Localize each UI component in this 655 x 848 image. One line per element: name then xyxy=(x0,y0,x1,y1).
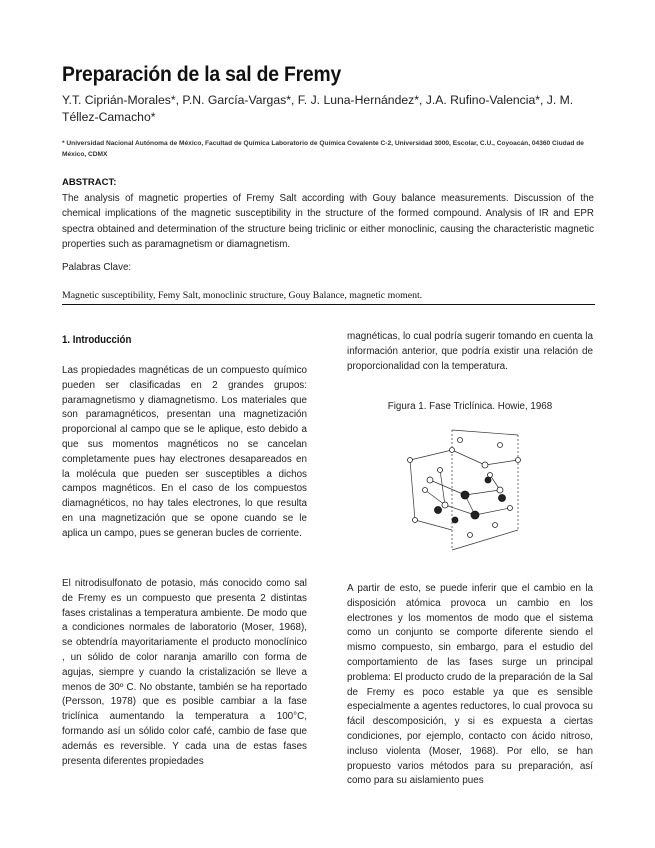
section-heading: 1. Introducción xyxy=(62,334,132,346)
crystal-structure-figure xyxy=(400,420,540,560)
author-list: Y.T. Ciprián-Morales*, P.N. García-Vargas*, F. J. Luna-Hernández*, J.A. Rufino-Valencia*, J. M. Téllez-Camacho* xyxy=(62,93,574,124)
intro-paragraph-2: El nitrodisulfonato de potasio, más conocido como sal de Fremy es un compuesto que presenta 2 distintas fases cristalinas a temperatura ambiente. De modo que a condiciones normales de laboratorio (Moser, 1968), se obtendría mayoritariamente el producto monoclínico , un sólido de color naranja amarillo con forma de agujas, siempre y cuando la cristalización se lleve a menos de 30º C. No obstante, también se ha reportado (Persson, 1978) que es posible cambiar a la fase triclínica aumentando la temperatura a 100°C, formando así un sólido color café, cambio de fase que además es reversible. Y cada una de estas fases presenta diferentes propiedades xyxy=(62,578,307,767)
abstract-text: The analysis of magnetic properties of Fremy Salt according with Gouy balance measurements. Discussion of the chemical implications of the magnetic susceptibility in the structure of the formed compound. Analysis of IR and EPR spectra obtained and determination of the structure being triclinic or either monoclinic, causing the characteristic magnetic properties such as paramagnetism or diamagnetism. xyxy=(62,193,594,251)
intro-paragraph-4: A partir de esto, se puede inferir que el cambio en la disposición atómica provoca un cambio en los electrones y los momentos de modo que el sistema como un conjunto se comporte diferente siendo el mismo compuesto, sin embargo, para el estudio del comportamiento de las fases surge un principal problema: El producto crudo de la preparación de la Sal de Fremy es poco estable ya que es sensible especialmente a agentes reductores, lo cual provoca su fácil descomposición, y si es expuesta a ciertas condiciones, por ejemplo, contacto con ácido nitroso, incluso violenta (Moser, 1968). Por ello, se han propuesto varios métodos para su preparación, así como para su aislamiento pues xyxy=(347,583,593,787)
affiliation: * Universidad Nacional Autónoma de México, Facultad de Química Laboratorio de Química Covalente C-2, Universidad 3000, Escolar, C.U., Coyoacán, 04360 Ciudad de México, CDMX xyxy=(62,140,584,158)
intro-paragraph-1: Las propiedades magnéticas de un compuesto químico pueden ser clasificadas en 2 grandes grupos: paramagnetismo y diamagnetismo. Los materiales que son paramagnéticos, presentan una magnetización proporcional al campo que se le aplique, esto debido a que sus momentos magnéticos no se cancelan completamente pues hay electrones desapareados en la molécula que pueden ser susceptibles a dichos campos magnéticos. En el caso de los compuestos diamagnéticos, no hay tales electrones, lo que resulta en una magnetización que se opone cuando se le aplica un campo, pues se generan bucles de corriente. xyxy=(62,365,307,539)
section-divider xyxy=(62,304,595,305)
paper-title: Preparación de la sal de Fremy xyxy=(62,63,342,86)
abstract-heading: ABSTRACT: xyxy=(62,177,117,188)
keywords-text: Magnetic susceptibility, Femy Salt, monoclinic structure, Gouy Balance, magnetic moment. xyxy=(62,290,423,301)
intro-paragraph-3: magnéticas, lo cual podría sugerir tomando en cuenta la información anterior, que podría existir una relación de proporcionalidad con la temperatura. xyxy=(347,331,593,372)
keywords-label: Palabras Clave: xyxy=(62,262,132,273)
figure-caption: Figura 1. Fase Triclínica. Howie, 1968 xyxy=(387,401,553,412)
